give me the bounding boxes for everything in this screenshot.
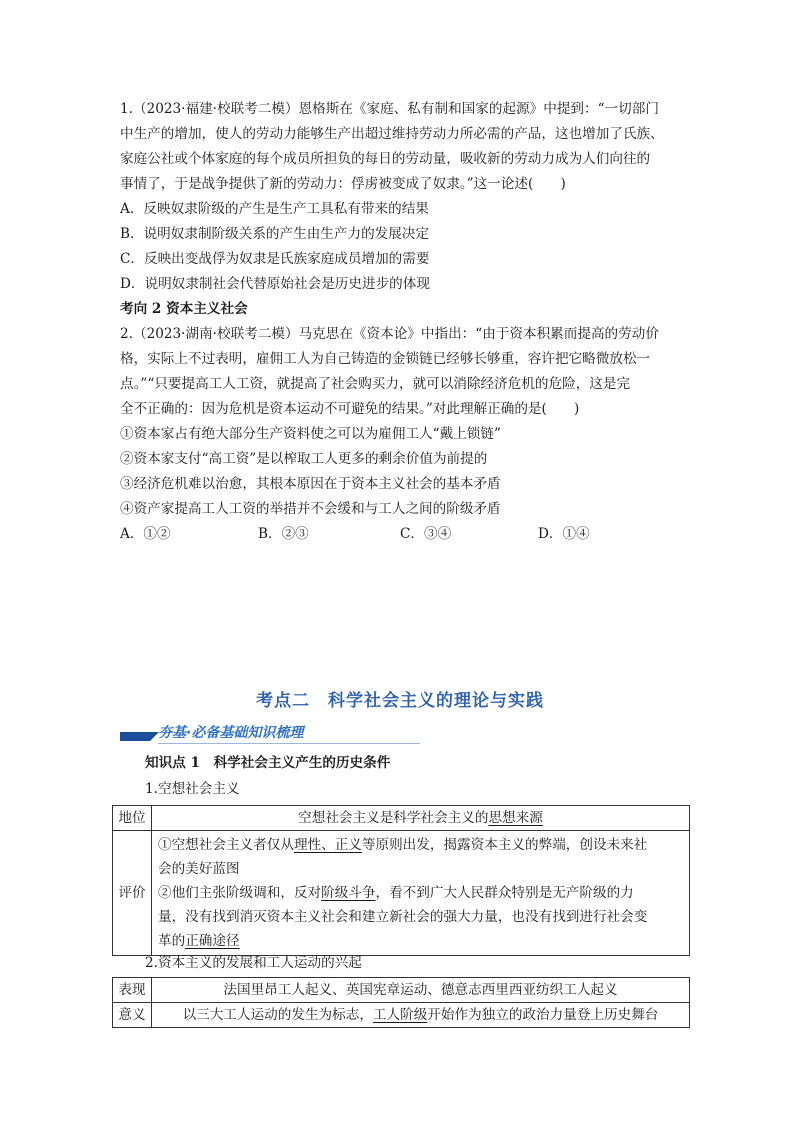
evaluation-2-line-2: 量，没有找到消灭资本主义社会和建立新社会的强大力量，也没有找到进行社会变 (158, 909, 648, 925)
section-banner (120, 722, 420, 746)
table-row-manifestation (113, 978, 690, 1003)
significance-text (152, 1003, 690, 1028)
banner-text: 夯基·必备基础知识梳理 (158, 725, 304, 741)
sig-pre: 以三大工人运动的发生为标志， (182, 1007, 373, 1023)
position-text (152, 806, 690, 831)
table-row-position (113, 806, 690, 831)
utopian-socialism-table (112, 805, 690, 956)
q2-stem-line-2: 格，实际上不过表明，雇佣工人为自己铸造的金锁链已经够长够重，容许把它略微放松一 (120, 351, 651, 367)
q2-statement-4: ④资产家提高工人工资的举措并不会缓和与工人之间的阶级矛盾 (120, 501, 501, 517)
q1-option-a: A．反映奴隶阶级的产生是生产工具私有带来的结果 (120, 201, 429, 217)
position-text-underlined: 思想来源 (488, 810, 543, 826)
q2-statement-1: ①资本家占有绝大部分生产资料使之可以为雇佣工人“戴上锁链” (120, 426, 501, 442)
label-position: 地位 (113, 806, 152, 831)
q1-stem-line-2: 中生产的增加，使人的劳动力能够生产出超过维持劳动力所必需的产品，这也增加了氏族、 (120, 126, 664, 142)
sub-heading-2: 2.资本主义的发展和工人运动的兴起 (145, 955, 362, 971)
banner-underline (158, 743, 420, 744)
e2-l3-pre: 革的 (158, 933, 186, 949)
position-text-pre: 空想社会主义是科学社会主义的 (298, 810, 489, 826)
label-manifestation: 表现 (113, 978, 152, 1003)
e1-pre: ①空想社会主义者仅从 (158, 837, 294, 853)
q2-statement-3: ③经济危机难以治愈，其根本原因在于资本主义社会的基本矛盾 (120, 476, 501, 492)
evaluation-2-line-1 (158, 881, 683, 905)
table-row-evaluation (113, 831, 690, 956)
e1-post: 等原则出发，揭露资本主义的弊端，创设未来社 (361, 837, 648, 853)
manifestation-text: 法国里昂工人起义、英国宪章运动、德意志西里西亚纺织工人起义 (152, 978, 690, 1003)
evaluation-text (152, 831, 690, 956)
label-evaluation: 评价 (113, 831, 152, 956)
table-row-significance (113, 1003, 690, 1028)
q1-stem-line-4: 事情了，于是战争提供了新的劳动力：俘虏被变成了奴隶。”这一论述( ) (120, 176, 566, 192)
e2-post: ，看不到广大人民群众特别是无产阶级的力 (375, 885, 634, 901)
q2-statement-2: ②资本家支付“高工资”是以榨取工人更多的剩余价值为前提的 (120, 451, 488, 467)
workers-movement-table (112, 977, 690, 1028)
q2-option-a: A．①② (120, 526, 171, 542)
knowledge-point-1-heading: 知识点 1 科学社会主义产生的历史条件 (145, 755, 391, 771)
q2-stem-line-1: 2.（2023·湖南·校联考二模）马克思在《资本论》中指出：“由于资本积累而提高的劳动价 (120, 326, 659, 342)
e2-underlined: 阶级斗争 (321, 885, 376, 901)
q1-stem-line-1: 1.（2023·福建·校联考二模）恩格斯在《家庭、私有制和国家的起源》中提到：“一切部门 (120, 101, 659, 117)
q2-options-row (120, 522, 620, 542)
q1-option-d: D．说明奴隶制社会代替原始社会是历史进步的体现 (120, 276, 430, 292)
q1-option-b: B．说明奴隶制阶级关系的产生由生产力的发展决定 (120, 226, 430, 242)
topic-2-heading: 考向 2 资本主义社会 (120, 301, 248, 317)
label-significance: 意义 (113, 1003, 152, 1028)
evaluation-1-line-1 (158, 833, 683, 857)
e2-l3-underlined: 正确途径 (185, 933, 240, 949)
q2-stem-line-4: 全不正确的：因为危机是资本运动不可避免的结果。”对此理解正确的是( ) (120, 401, 580, 417)
banner-bar-decoration (120, 732, 150, 741)
q1-option-c: C．反映出变战俘为奴隶是氏族家庭成员增加的需要 (120, 251, 430, 267)
evaluation-1-line-2: 会的美好蓝图 (158, 861, 240, 877)
e1-underlined: 理性、正义 (293, 837, 362, 853)
sig-underlined: 工人阶级 (372, 1007, 428, 1023)
q2-option-c: C．③④ (400, 526, 452, 542)
q2-option-d: D．①④ (538, 526, 590, 542)
e2-pre: ②他们主张阶级调和，反对 (158, 885, 322, 901)
q1-stem-line-3: 家庭公社或个体家庭的每个成员所担负的每日的劳动量，吸收新的劳动力成为人们向往的 (120, 151, 651, 167)
q2-stem-line-3: 点。”“只要提高工人工资，就提高了社会购买力，就可以消除经济危机的危险，这是完 (120, 376, 631, 392)
section-title: 考点二 科学社会主义的理论与实践 (256, 691, 544, 711)
sig-post: 开始作为独立的政治力量登上历史舞台 (427, 1007, 659, 1023)
q2-option-b: B．②③ (258, 526, 309, 542)
evaluation-2-line-3 (158, 929, 683, 953)
sub-heading-1: 1.空想社会主义 (145, 781, 240, 797)
